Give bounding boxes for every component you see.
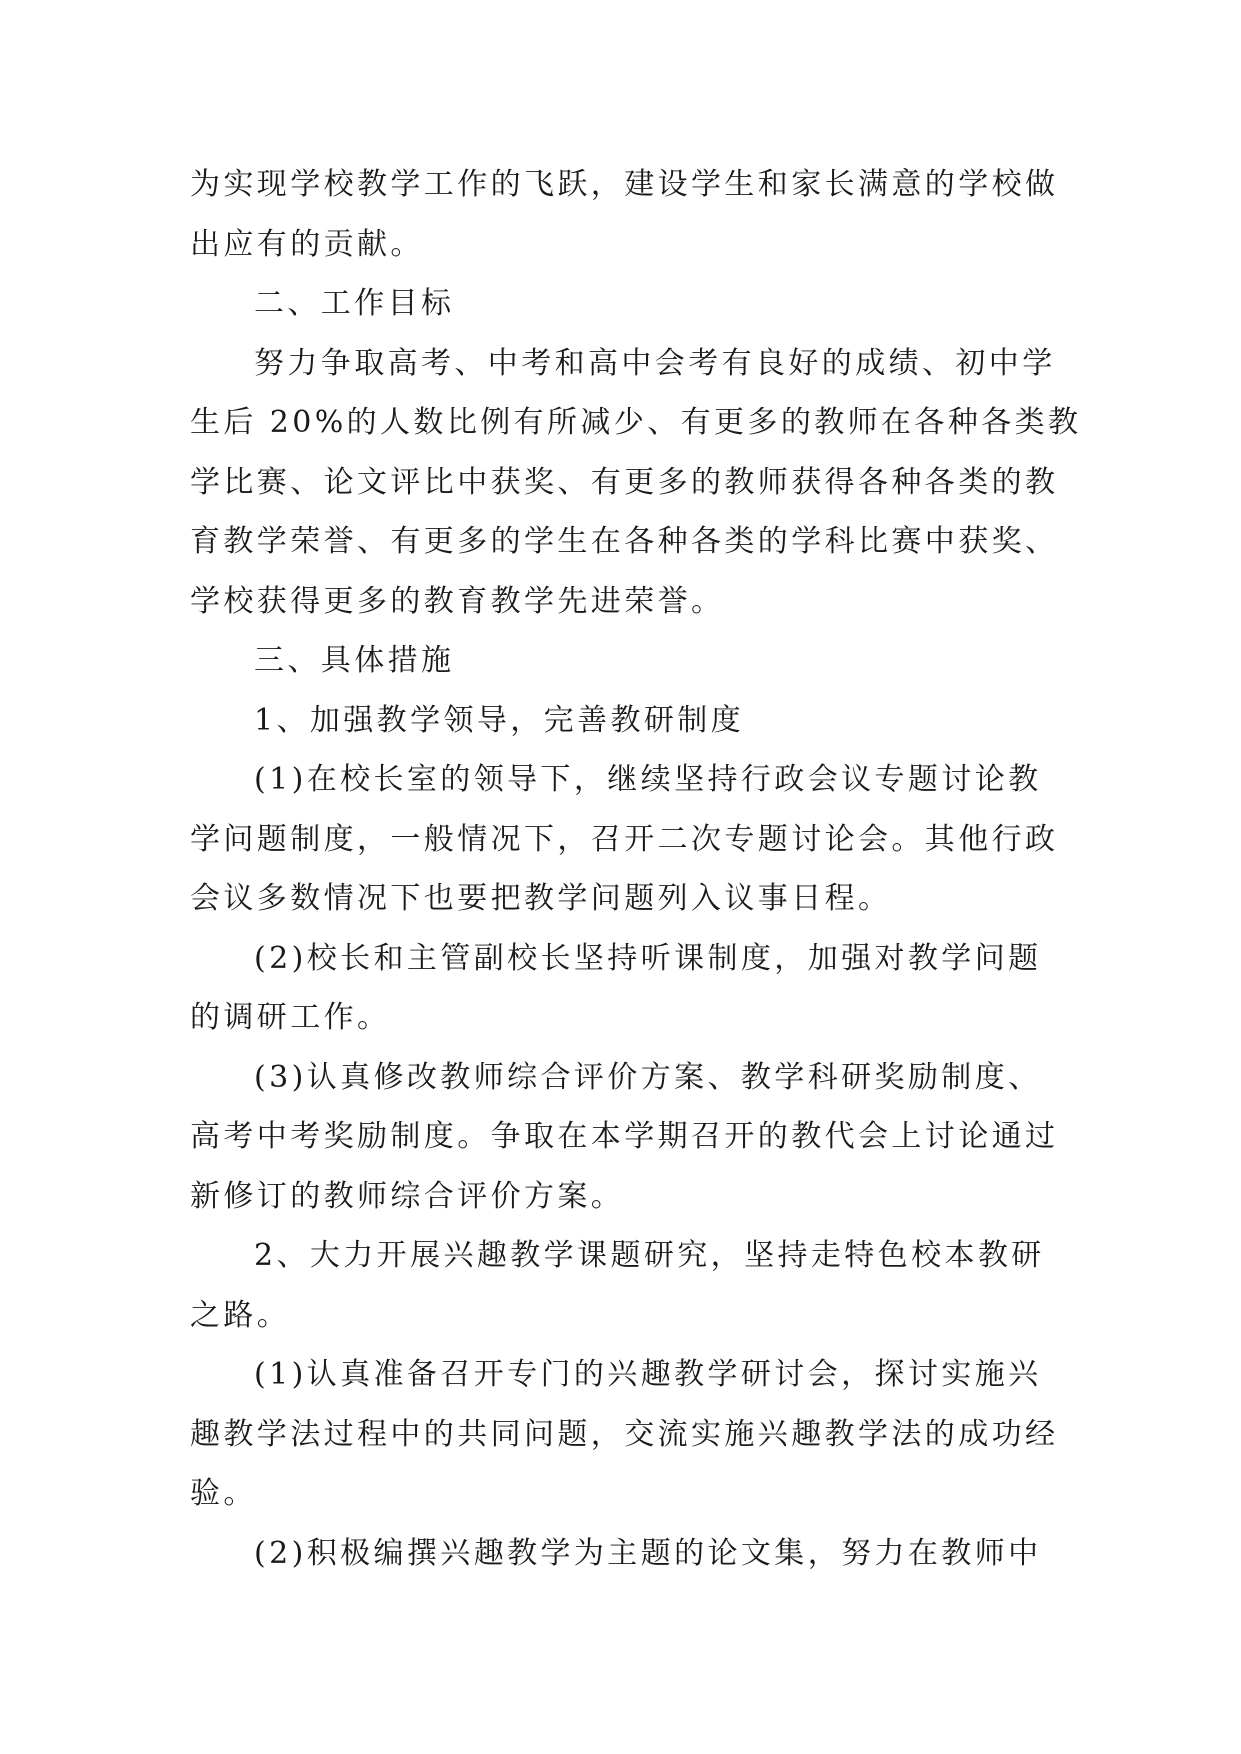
text-line: 趣教学法过程中的共同问题，交流实施兴趣教学法的成功经 xyxy=(190,1416,1059,1452)
text-line: 新修订的教师综合评价方案。 xyxy=(190,1178,625,1214)
text-line: 出应有的贡献。 xyxy=(190,226,424,262)
document-body xyxy=(190,155,1082,1583)
text-line: 努力争取高考、中考和高中会考有良好的成绩、初中学 xyxy=(254,345,1056,381)
text-line: 生后 20%的人数比例有所减少、有更多的教师在各种各类教 xyxy=(190,405,1082,440)
text-line: 的调研工作。 xyxy=(190,1000,391,1035)
text-line: (1)认真准备召开专门的兴趣教学研讨会，探讨实施兴 xyxy=(254,1357,1042,1392)
text-line: (3)认真修改教师综合评价方案、教学科研奖励制度、 xyxy=(254,1059,1042,1095)
text-line: 学问题制度，一般情况下，召开二次专题讨论会。其他行政 xyxy=(190,821,1059,857)
text-line: 高考中考奖励制度。争取在本学期召开的教代会上讨论通过 xyxy=(190,1119,1059,1154)
text-line: 之路。 xyxy=(190,1297,291,1333)
text-line: 学比赛、论文评比中获奖、有更多的教师获得各种各类的教 xyxy=(190,464,1059,500)
text-line: 验。 xyxy=(190,1476,257,1511)
subsection-heading: 2、大力开展兴趣教学课题研究，坚持走特色校本教研 xyxy=(254,1238,1045,1273)
section-heading: 三、具体措施 xyxy=(254,643,455,678)
text-line: 学校获得更多的教育教学先进荣誉。 xyxy=(190,583,725,619)
text-line: (1)在校长室的领导下，继续坚持行政会议专题讨论教 xyxy=(254,762,1042,797)
text-line: 会议多数情况下也要把教学问题列入议事日程。 xyxy=(190,881,892,916)
text-line: 育教学荣誉、有更多的学生在各种各类的学科比赛中获奖、 xyxy=(190,524,1059,559)
text-line: 为实现学校教学工作的飞跃，建设学生和家长满意的学校做 xyxy=(190,167,1059,202)
section-heading: 二、工作目标 xyxy=(254,286,455,321)
text-line: (2)积极编撰兴趣教学为主题的论文集，努力在教师中 xyxy=(254,1535,1042,1571)
subsection-heading: 1、加强教学领导，完善教研制度 xyxy=(254,702,745,738)
text-line: (2)校长和主管副校长坚持听课制度，加强对教学问题 xyxy=(254,940,1042,976)
